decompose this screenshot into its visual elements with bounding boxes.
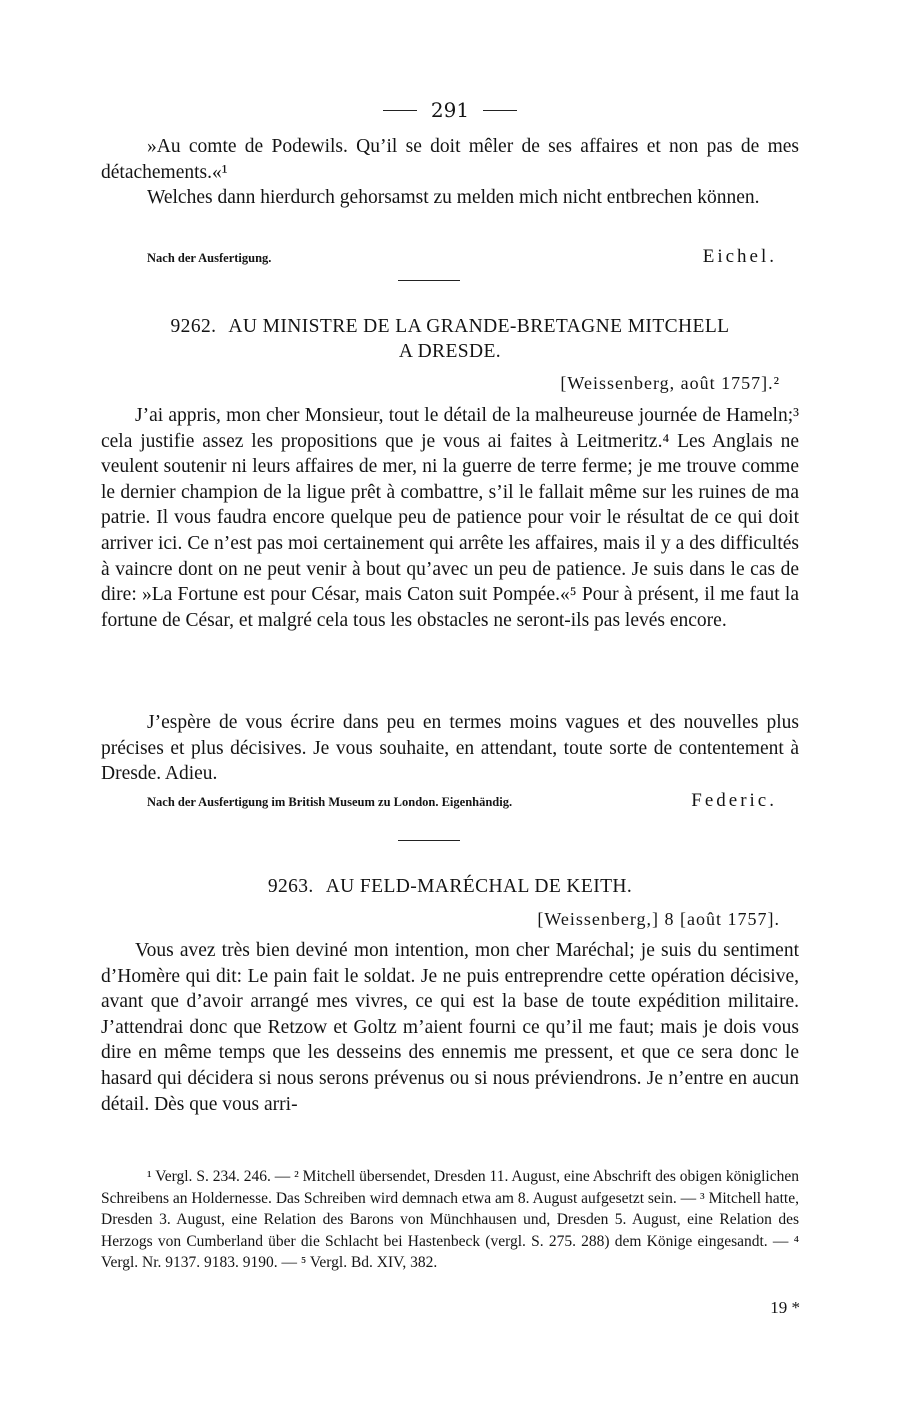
section-divider-1 [398, 280, 460, 281]
page-number: 291 [430, 98, 470, 122]
header-dash-left [383, 110, 417, 111]
footnotes: ¹ Vergl. S. 234. 246. — ² Mitchell übersendet, Dresden 11. August, eine Abschrift des obigen königlichen Schreibens an Holdernesse. Das Schreiben wird demnach etwa am 8. August aufgesetzt sein. — ³ Mitchell hatte, Dresden 3. August, eine Relation des Barons von Münchhausen und, Dresden 5. August, eine Relation des Herzogs von Cumberland über die Schlacht bei Hastenbeck (vergl. S. 275. 288) dem Könige eingesandt. — ⁴ Vergl. Nr. 9137. 9183. 9190. — ⁵ Vergl. Bd. XIV, 382. [101, 1168, 799, 1272]
letter-9262-paragraph-1: J’ai appris, mon cher Monsieur, tout le détail de la malheureuse journée de Hameln;³ cela justifie assez les propositions que je vous ai faites à Leitmeritz.⁴ Les Anglais ne veulent soutenir ni leurs affaires de mer, ni la guerre de terre ferme; je me trouve comme le dernier champion de la ligue prêt à combattre, s’il le fallait même sur les ruines de ma patrie. Il vous faudra encore quelque peu de patience pour voir le résultat de ce qui doit arriver ici. Ce n’est pas moi certainement qui arrête les affaires, mais il y a des difficultés à vaincre dont on ne peut venir à bout qu’avec un peu de patience. Je suis dans le cas de dire: »La Fortune est pour César, mais Caton suit Pompée.«⁵ Pour à présent, il me faut la fortune de César, et malgré cela tous les obstacles ne seront-ils pas levés encore. [101, 405, 799, 631]
top-source-note: Nach der Ausfertigung. [147, 251, 272, 265]
letter-9263-heading [101, 874, 799, 899]
top-signature: Eichel. [702, 246, 777, 267]
letter-9263-number: 9263. [267, 876, 314, 897]
letter-9262-closing [101, 790, 799, 812]
top-paragraph-1: »Au comte de Podewils. Qu’il se doit mêler de ses affaires et non pas de mes détachements.«¹ [101, 136, 799, 183]
letter-9262-signature: Federic. [691, 790, 777, 811]
letter-9263-paragraph-1: Vous avez très bien deviné mon intention, mon cher Maréchal; je suis du sentiment d’Homère qui dit: Le pain fait le soldat. Je ne puis entreprendre cette opération décisive, avant que d’avoir arrangé mes vivres, ce qui est la base de toute expédition militaire. J’attendrai donc que Retzow et Goltz m’aient fourni ce qu’il me faut; mais je dois vous dire en même temps que les desseins des ennemis me pressent, et que ce sera donc le hasard qui décidera si nous serons prévenus ou si nous préviendrons. Je n’entre en aucun détail. Dès que vous arri- [101, 940, 799, 1115]
letter-9263-dateline: [Weissenberg,] 8 [août 1757]. [537, 909, 780, 929]
header-dash-right [483, 110, 517, 111]
printer-signature-mark: 19 * [770, 1298, 800, 1317]
letter-9262-title-line2: A DRESDE. [398, 341, 502, 362]
top-paragraph-2: Welches dann hierdurch gehorsamst zu melden mich nicht entbrechen können. [147, 187, 760, 208]
letter-9262-number: 9262. [170, 316, 217, 337]
top-closing [101, 246, 799, 268]
letter-9262-dateline: [Weissenberg, août 1757].² [560, 373, 780, 393]
section-divider-2 [398, 840, 460, 841]
page-header [0, 98, 900, 122]
letter-9262-title-line1 [101, 314, 799, 339]
letter-9262-paragraph-2: J’espère de vous écrire dans peu en termes moins vagues et des nouvelles plus précises et plus décisives. Je vous souhaite, en attendant, toute sorte de contentement à Dresde. Adieu. [101, 712, 799, 785]
letter-9263-title: AU FELD-MARÉCHAL DE KEITH. [325, 876, 633, 897]
letter-9262-source-note: Nach der Ausfertigung im British Museum zu London. Eigenhändig. [147, 795, 513, 809]
letter-9262-heading [101, 314, 799, 364]
letter-9262-title-text: AU MINISTRE DE LA GRANDE-BRETAGNE MITCHELL [228, 316, 730, 337]
